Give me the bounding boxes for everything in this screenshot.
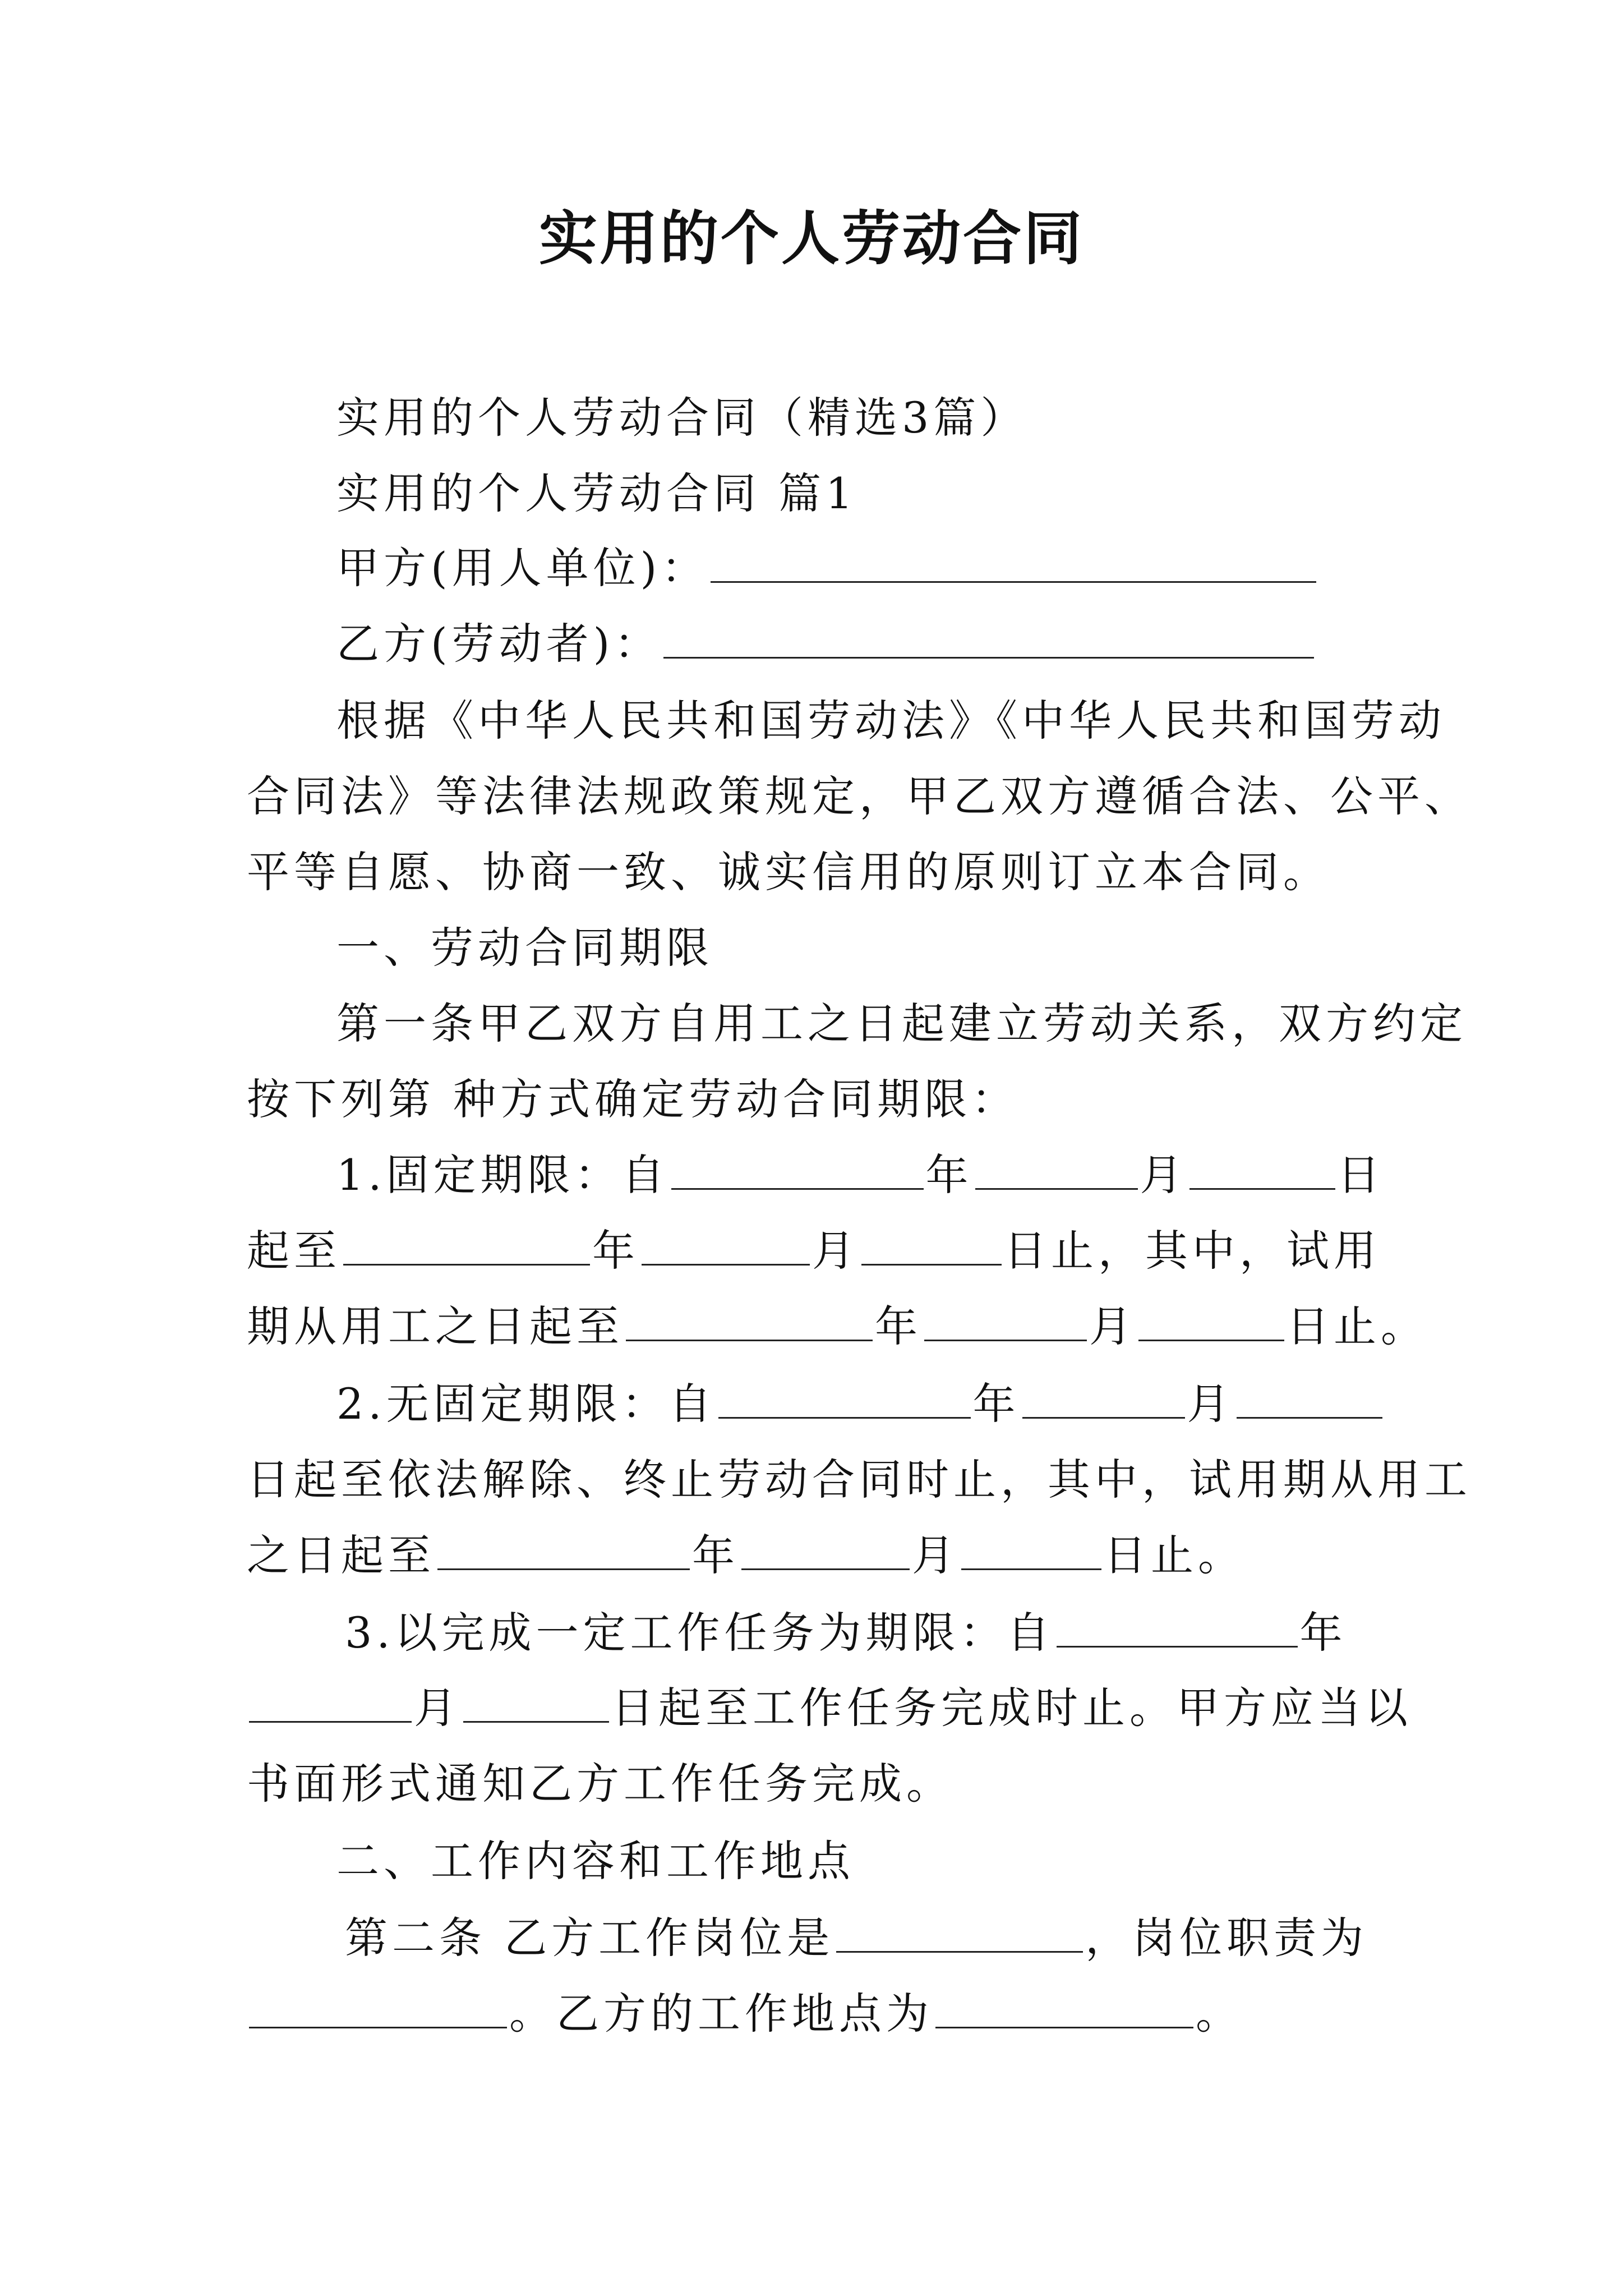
month-label: 月 (912, 1530, 959, 1580)
no-fixed-start-label: 之日起至 (247, 1530, 435, 1580)
party-a-blank (711, 541, 1316, 583)
fixed-term-line-1 (336, 1144, 1385, 1206)
article-2-line-1 (345, 1907, 1368, 1969)
no-fixed-term-line-1 (336, 1373, 1385, 1435)
no-fixed-term-line-2: 日起至依法解除、终止劳动合同时止，其中，试用期从用工 (247, 1455, 1472, 1504)
article-2-place: 。乙方的工作地点为 (509, 1989, 933, 2039)
party-b-line (336, 613, 1316, 675)
blank (935, 1986, 1193, 2028)
fixed-term-line-2 (247, 1220, 1381, 1282)
blank (924, 1299, 1087, 1341)
blank (741, 1528, 910, 1570)
blank (626, 1299, 873, 1341)
blank (1057, 1605, 1298, 1648)
party-b-blank (663, 616, 1314, 659)
blank (961, 1528, 1101, 1570)
blank (437, 1528, 690, 1570)
end-trial-label: 日止，其中，试用 (1004, 1226, 1381, 1276)
blank (642, 1223, 810, 1266)
blank (463, 1681, 609, 1723)
article-1-line-1: 第一条甲乙双方自用工之日起建立劳动关系，双方约定 (336, 999, 1467, 1048)
year-label: 年 (925, 1150, 973, 1200)
blank (1138, 1299, 1284, 1341)
blank (975, 1148, 1138, 1190)
section-heading: 实用的个人劳动合同 篇1 (336, 468, 857, 518)
trial-from-label: 期从用工之日起至 (247, 1301, 624, 1351)
document-title: 实用的个人劳动合同 (538, 204, 1084, 273)
blank (861, 1223, 1002, 1266)
no-fixed-term-label: 2.无固定期限：自 (336, 1379, 716, 1429)
blank (671, 1148, 924, 1190)
month-label: 月 (1089, 1301, 1136, 1351)
no-fixed-term-line-3 (247, 1525, 1245, 1586)
month-label: 月 (1187, 1379, 1234, 1429)
intro-line-2: 合同法》等法律法规政策规定，甲乙双方遵循合法、公平、 (247, 771, 1472, 821)
year-label: 年 (972, 1379, 1020, 1429)
day-label: 日 (1337, 1150, 1385, 1200)
heading-2: 二、工作内容和工作地点 (336, 1836, 855, 1886)
article-2-duty: ，岗位职责为 (1085, 1913, 1368, 1963)
month-label: 月 (1140, 1150, 1187, 1200)
end-stop-label: 日止。 (1104, 1530, 1245, 1580)
task-term-label: 3.以完成一定工作任务为期限：自 (345, 1608, 1054, 1658)
task-term-line-3: 书面形式通知乙方工作任务完成。 (247, 1759, 953, 1809)
heading-1: 一、劳动合同期限 (336, 923, 713, 973)
party-a-line (336, 537, 1318, 599)
party-a-label: 甲方(用人单位)： (336, 543, 709, 593)
month-label: 月 (812, 1226, 859, 1276)
task-end-label: 日起至工作任务完成时止。甲方应当以 (611, 1683, 1412, 1733)
month-label: 月 (414, 1683, 461, 1733)
subtitle: 实用的个人劳动合同（精选3篇） (336, 393, 1028, 443)
blank (249, 1681, 412, 1723)
task-term-line-1 (345, 1602, 1347, 1664)
blank (718, 1377, 971, 1419)
intro-line-1: 根据《中华人民共和国劳动法》《中华人民共和国劳动 (336, 696, 1446, 746)
intro-line-3: 平等自愿、协商一致、诚实信用的原则订立本合同。 (247, 847, 1330, 897)
period-label: 。 (1196, 1989, 1243, 2039)
year-label: 年 (592, 1226, 639, 1276)
article-1-line-2: 按下列第 种方式确定劳动合同期限： (247, 1074, 1019, 1124)
task-term-line-2 (247, 1677, 1412, 1739)
blank (836, 1911, 1083, 1953)
blank (1237, 1377, 1382, 1419)
blank (343, 1223, 590, 1266)
end-stop-label: 日止。 (1287, 1301, 1428, 1351)
fixed-term-label: 1.固定期限：自 (336, 1150, 669, 1200)
article-2-start: 第二条 乙方工作岗位是 (345, 1913, 834, 1963)
party-b-label: 乙方(劳动者)： (336, 619, 662, 669)
fixed-term-line-3 (247, 1296, 1428, 1358)
article-2-line-2 (247, 1983, 1243, 2045)
year-label: 年 (692, 1530, 739, 1580)
blank (1022, 1377, 1185, 1419)
start-to-label: 起至 (247, 1226, 341, 1276)
year-label: 年 (1299, 1608, 1347, 1658)
blank (1189, 1148, 1335, 1190)
blank (249, 1986, 507, 2028)
year-label: 年 (875, 1301, 922, 1351)
